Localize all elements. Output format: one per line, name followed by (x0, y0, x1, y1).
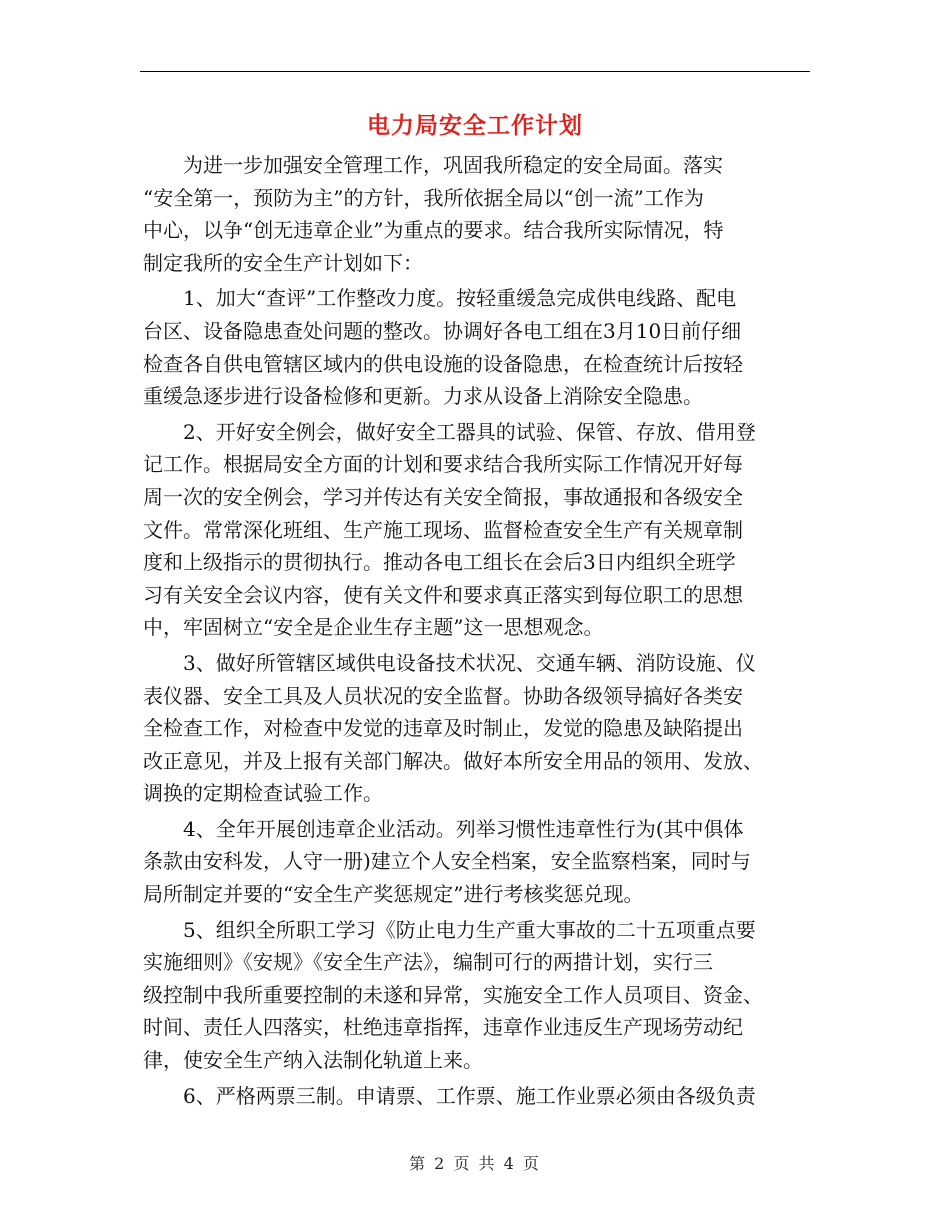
body-line: 实施细则》《安规》《安全生产法》，编制可行的两措计划，实行三 (143, 950, 713, 975)
body-line: 调换的定期检查试验工作。 (143, 781, 383, 806)
body-line: 度和上级指示的贯彻执行。推动各电工组长在会后3日内组织全班学 (143, 550, 736, 575)
body-line: 记工作。根据局安全方面的计划和要求结合我所实际工作情况开好每 (143, 452, 743, 477)
body-line: 检查各自供电管辖区域内的供电设施的设备隐患，在检查统计后按轻 (143, 351, 743, 376)
body-line: 律，使安全生产纳入法制化轨道上来。 (143, 1048, 483, 1073)
body-line: 条款由安科发，人守一册)建立个人安全档案，安全监察档案，同时与 (143, 849, 751, 874)
body-line: 文件。常常深化班组、生产施工现场、监督检查安全生产有关规章制 (143, 517, 743, 542)
body-line: 改正意见，并及上报有关部门解决。做好本所安全用品的领用、发放、 (143, 748, 763, 773)
body-line: 全检查工作，对检查中发觉的违章及时制止，发觉的隐患及缺陷提出 (143, 716, 743, 741)
body-line: 局所制定并要的“安全生产奖惩规定”进行考核奖惩兑现。 (143, 882, 644, 907)
body-line: 5、组织全所职工学习《防止电力生产重大事故的二十五项重点要 (183, 917, 756, 942)
body-line: 6、严格两票三制。申请票、工作票、施工作业票必须由各级负责 (183, 1083, 756, 1108)
body-line: 时间、责任人四落实，杜绝违章指挥，违章作业违反生产现场劳动纪 (143, 1015, 743, 1040)
header-rule (140, 71, 810, 72)
body-line: 制定我所的安全生产计划如下： (143, 250, 423, 275)
body-line: 4、全年开展创违章企业活动。列举习惯性违章性行为(其中俱体 (183, 816, 744, 841)
body-line: 级控制中我所重要控制的未遂和异常，实施安全工作人员项目、资金、 (143, 982, 763, 1007)
document-title: 电力局安全工作计划 (367, 112, 583, 139)
body-line: 1、加大“查评”工作整改力度。按轻重缓急完成供电线路、配电 (183, 286, 737, 311)
body-line: “安全第一，预防为主”的方针，我所依据全局以“创一流”工作为 (143, 185, 704, 210)
document-body (143, 149, 808, 1112)
body-line: 台区、设备隐患查处问题的整改。协调好各电工组在3月10日前仔细 (143, 318, 742, 343)
body-line: 表仪器、安全工具及人员状况的安全监督。协助各级领导搞好各类安 (143, 683, 743, 708)
body-line: 周一次的安全例会，学习并传达有关安全简报，事故通报和各级安全 (143, 484, 743, 509)
body-line: 2、开好安全例会，做好安全工器具的试验、保管、存放、借用登 (183, 419, 756, 444)
body-line: 3、做好所管辖区域供电设备技术状况、交通车辆、消防设施、仪 (183, 650, 756, 675)
body-line: 重缓急逐步进行设备检修和更新。力求从设备上消除安全隐患。 (143, 384, 703, 409)
body-line: 为进一步加强安全管理工作，巩固我所稳定的安全局面。落实 (183, 153, 723, 177)
body-line: 中，牢固树立“安全是企业生存主题”这一思想观念。 (143, 615, 604, 640)
page-number: 第 2 页 共 4 页 (409, 1154, 541, 1173)
body-line: 习有关安全会议内容，使有关文件和要求真正落实到每位职工的思想 (143, 582, 743, 607)
body-line: 中心，以争“创无违章企业”为重点的要求。结合我所实际情况，特 (143, 218, 724, 243)
